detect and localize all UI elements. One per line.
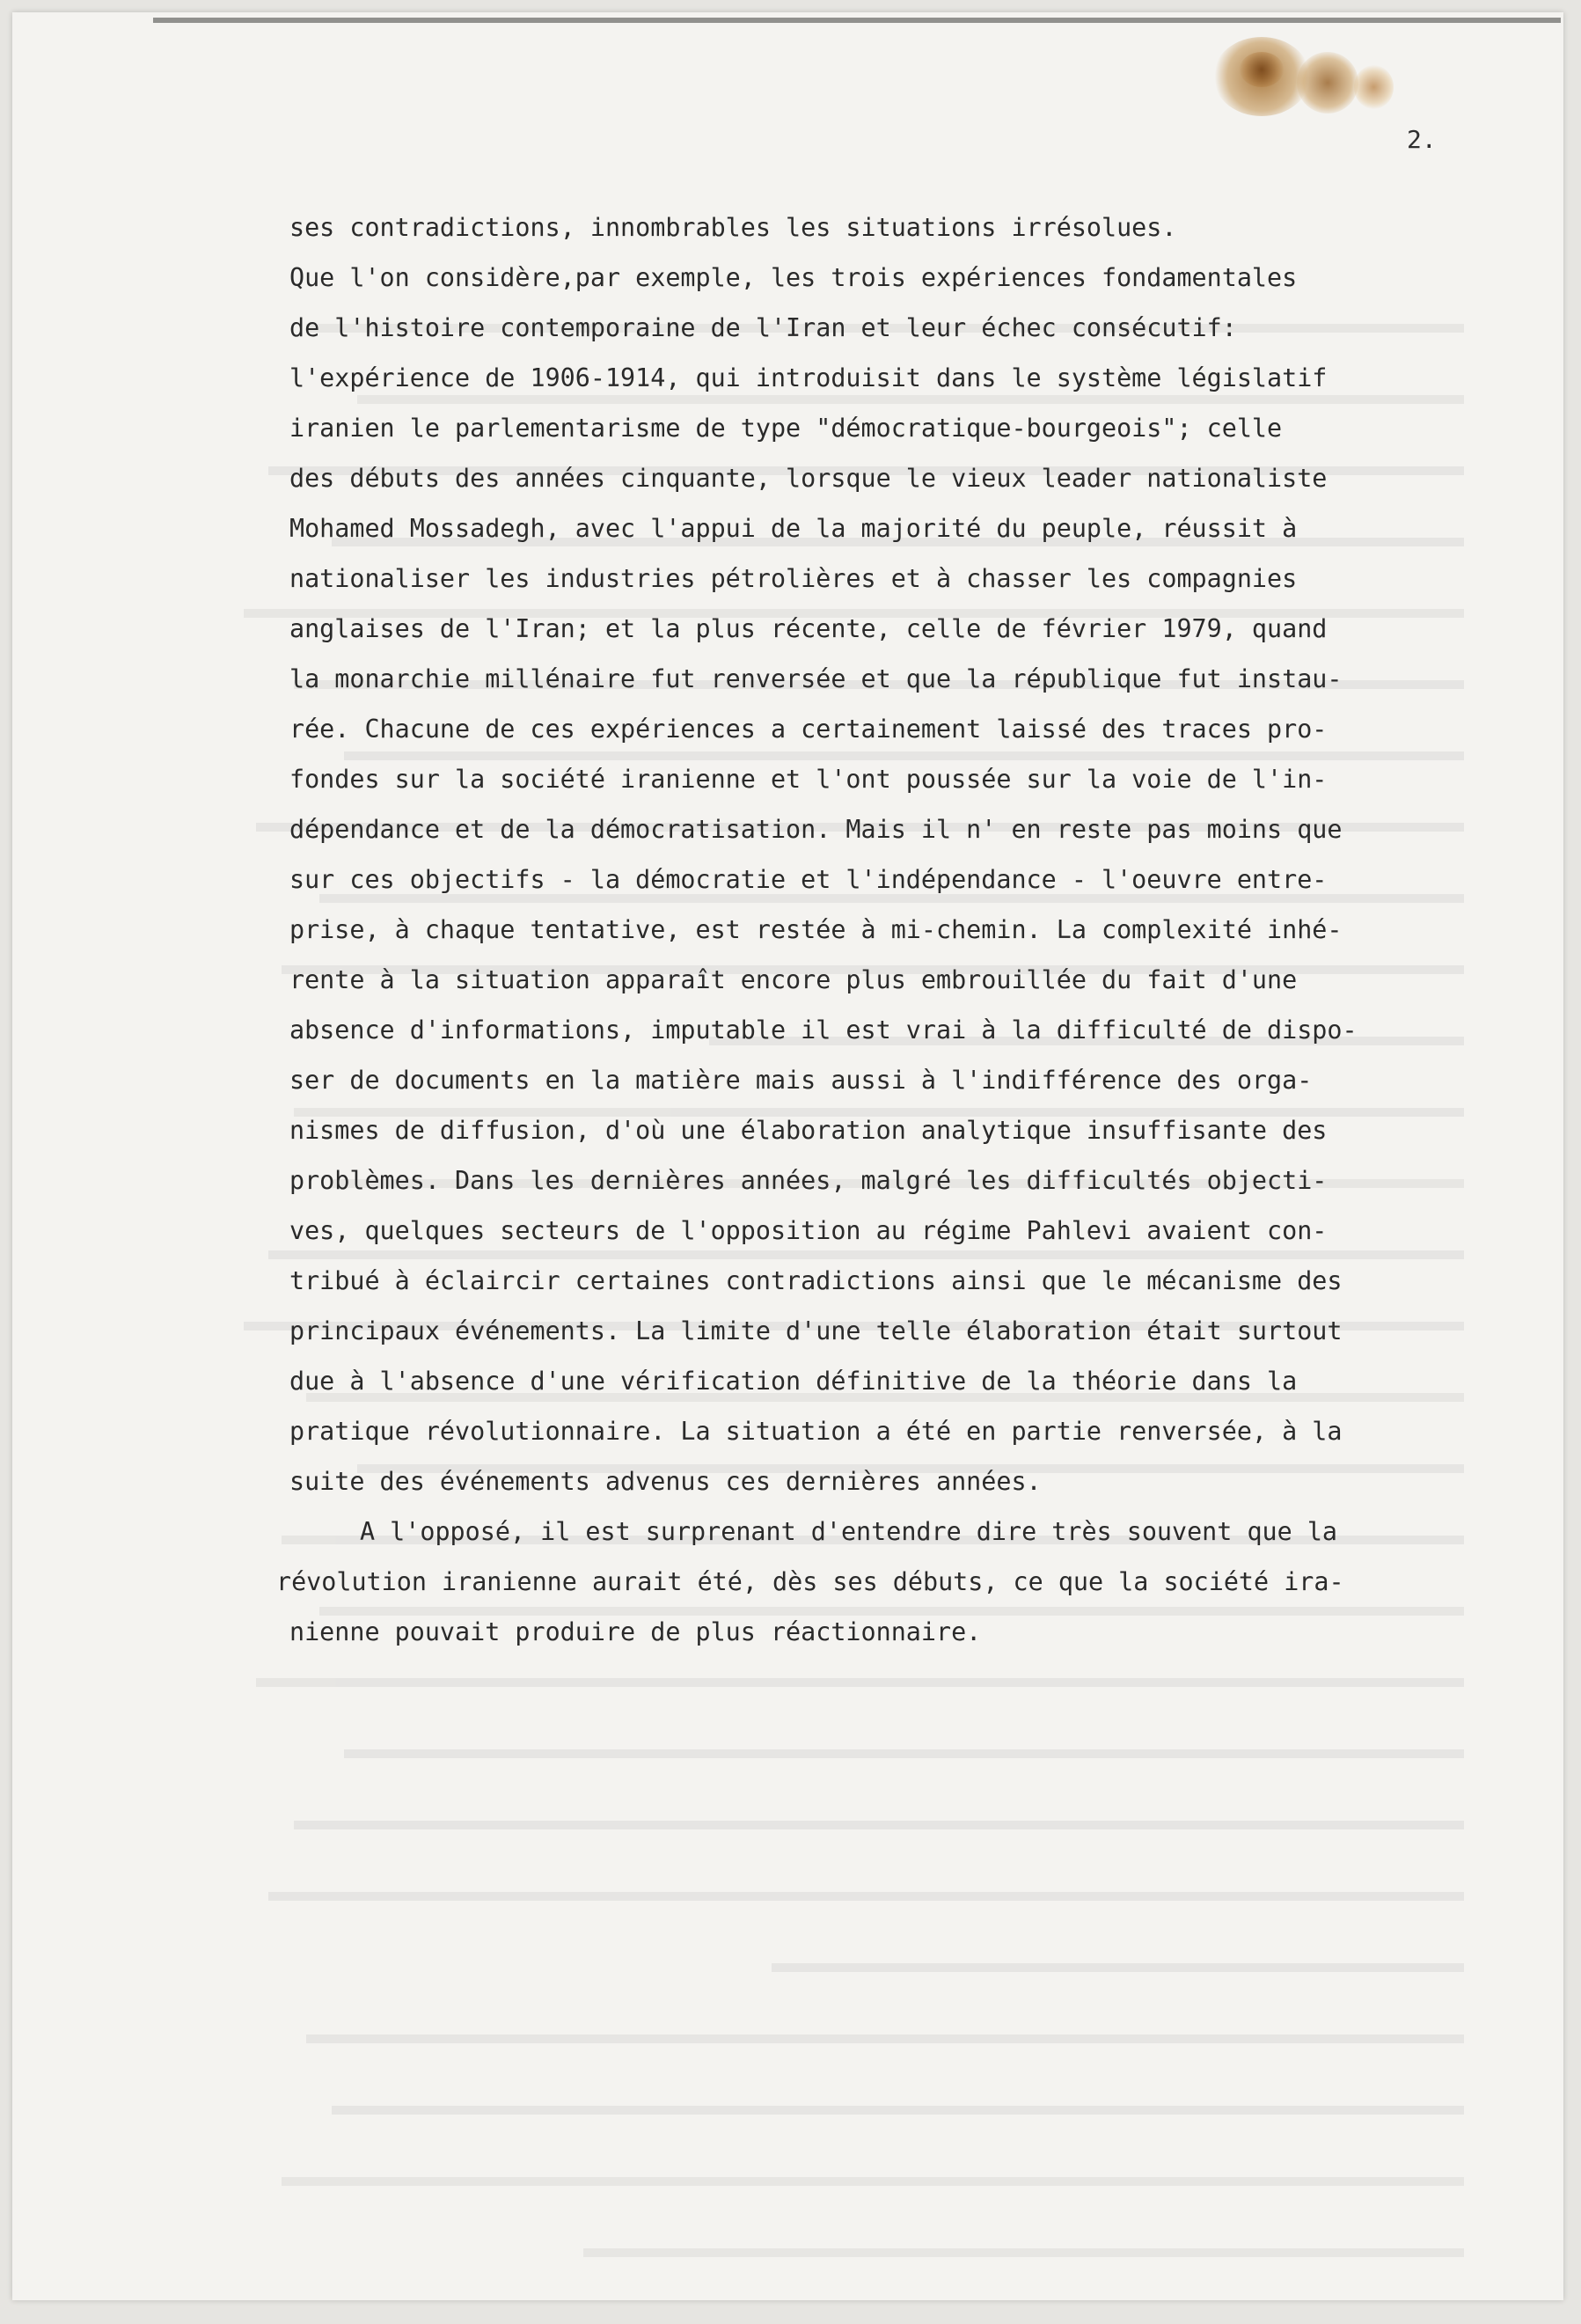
text-line: problèmes. Dans les dernières années, malgré les difficultés objecti- — [289, 1166, 1328, 1195]
text-line: absence d'informations, imputable il est vrai à la difficulté de dispo- — [289, 1015, 1358, 1045]
typewritten-text — [276, 202, 1508, 1657]
text-line: révolution iranienne aurait été, dès ses débuts, ce que la société ira- — [276, 1567, 1344, 1596]
text-line: Mohamed Mossadegh, avec l'appui de la majorité du peuple, réussit à — [289, 514, 1298, 543]
text-line: fondes sur la société iranienne et l'ont poussée sur la voie de l'in- — [289, 765, 1328, 794]
rust-stain — [1354, 65, 1394, 109]
text-line: ser de documents en la matière mais aussi à l'indifférence des orga- — [289, 1066, 1313, 1095]
paragraph — [276, 1507, 1508, 1657]
text-line: suite des événements advenus ces dernières années. — [289, 1467, 1042, 1496]
text-line: prise, à chaque tentative, est restée à mi-chemin. La complexité inhé- — [289, 915, 1343, 944]
text-line: ves, quelques secteurs de l'opposition au régime Pahlevi avaient con- — [289, 1216, 1328, 1245]
text-line: principaux événements. La limite d'une telle élaboration était surtout — [289, 1316, 1343, 1345]
paragraph — [276, 202, 1508, 253]
paragraph — [276, 253, 1508, 1507]
text-line: rente à la situation apparaît encore plus embrouillée du fait d'une — [289, 965, 1298, 994]
text-line: nationaliser les industries pétrolières et à chasser les compagnies — [289, 564, 1298, 593]
text-line: l'expérience de 1906-1914, qui introduisit dans le système législatif — [289, 363, 1328, 392]
rust-stain — [1240, 52, 1284, 87]
document-page — [12, 12, 1563, 2300]
text-line: de l'histoire contemporaine de l'Iran et leur échec consécutif: — [289, 313, 1237, 342]
text-line: A l'opposé, il est surprenant d'entendre dire très souvent que la — [360, 1517, 1338, 1546]
page-number: 2. — [1407, 125, 1437, 154]
text-line: due à l'absence d'une vérification définitive de la théorie dans la — [289, 1367, 1298, 1396]
text-line: des débuts des années cinquante, lorsque le vieux leader nationaliste — [289, 464, 1328, 493]
text-line: anglaises de l'Iran; et la plus récente, celle de février 1979, quand — [289, 614, 1328, 643]
text-line: sur ces objectifs - la démocratie et l'indépendance - l'oeuvre entre- — [289, 865, 1328, 894]
text-line: Que l'on considère,par exemple, les trois expériences fondamentales — [289, 263, 1298, 292]
rust-stain — [1297, 52, 1358, 114]
text-line: la monarchie millénaire fut renversée et que la république fut instau- — [289, 664, 1343, 693]
text-line: ses contradictions, innombrables les situations irrésolues. — [289, 213, 1177, 242]
text-line: rée. Chacune de ces expériences a certainement laissé des traces pro- — [289, 715, 1328, 744]
text-line: nienne pouvait produire de plus réactionnaire. — [289, 1617, 982, 1646]
text-line: dépendance et de la démocratisation. Mais il n' en reste pas moins que — [289, 815, 1343, 844]
text-line: pratique révolutionnaire. La situation a été en partie renversée, à la — [289, 1417, 1343, 1446]
text-line: nismes de diffusion, d'où une élaboration analytique insuffisante des — [289, 1116, 1328, 1145]
text-line: iranien le parlementarisme de type "démocratique-bourgeois"; celle — [289, 414, 1283, 443]
text-line: tribué à éclaircir certaines contradictions ainsi que le mécanisme des — [289, 1266, 1343, 1295]
page-top-edge — [153, 18, 1561, 23]
